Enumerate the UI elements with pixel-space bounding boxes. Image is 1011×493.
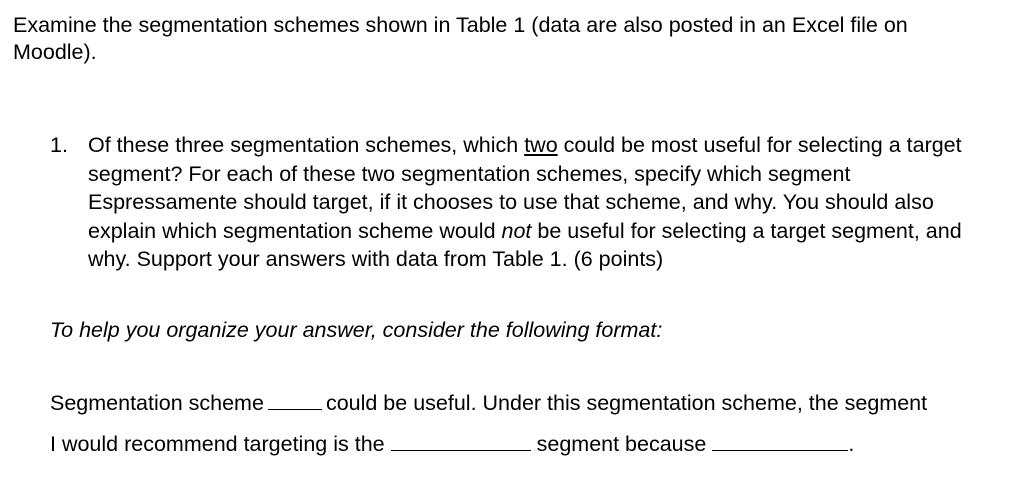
template-line1-a: Segmentation scheme (50, 391, 264, 415)
question-number: 1. (50, 133, 68, 157)
intro-paragraph: Examine the segmentation schemes shown in Table 1 (data are also posted in an Excel file on Moodle). (13, 13, 908, 64)
format-hint: To help you organize your answer, consider the following format: (50, 318, 663, 342)
template-line1-b: could be useful. Under this segmentation scheme, the segment (325, 391, 928, 415)
template-line-1 (50, 389, 927, 417)
question-text-part2: could be most useful for selecting a target segment? For each of these two segmentation schemes, specify which segment Espressamente should target, if it chooses to use that scheme, and why. You should also explain which segmentation scheme would (88, 133, 962, 243)
question-text (88, 131, 993, 274)
answer-blank-segment[interactable] (391, 430, 531, 451)
template-line2-end: . (848, 432, 855, 456)
answer-blank-reason[interactable] (712, 430, 848, 451)
template-line-2 (50, 430, 854, 458)
template-line2-a: I would recommend targeting is the (50, 432, 385, 456)
question-text-part1: Of these three segmentation schemes, which (88, 133, 525, 157)
answer-blank-scheme[interactable] (268, 389, 322, 410)
emphasis-word: not (501, 218, 532, 243)
template-line2-b: segment because (536, 432, 707, 456)
underlined-word: two (524, 133, 558, 157)
question-text-part3: be useful for selecting a target segment, and why. Support your answers with data from Table 1. (6 points) (88, 218, 962, 271)
